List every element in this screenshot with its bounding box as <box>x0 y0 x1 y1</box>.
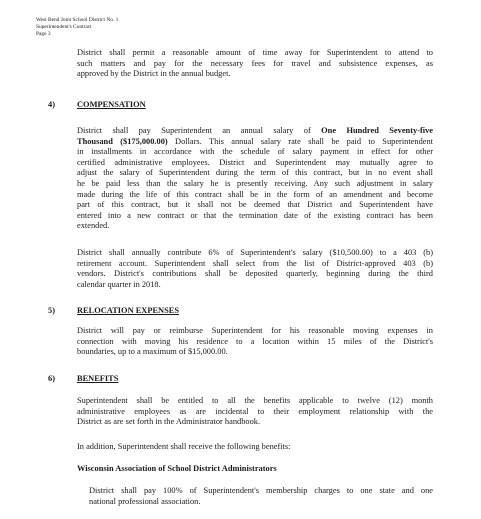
benefits-paragraph-2 <box>77 442 433 453</box>
wasda-heading: Wisconsin Association of School District Administrators <box>77 464 277 473</box>
text-line: national professional association. <box>89 496 201 506</box>
text-line: he be paid less than the salary he is presently receiving. Any such adjustment in salary <box>77 178 433 188</box>
text-line: Superintendent shall be entitled to all the benefits applicable to twelve (12) month <box>77 396 433 405</box>
section-number-6: 6) <box>48 374 55 383</box>
text-line: administrative employees as are incidental to their employment relationship with the <box>77 406 433 416</box>
section-title-relocation: RELOCATION EXPENSES <box>77 306 179 315</box>
text-line: boundaries, up to a maximum of $15,000.00. <box>77 347 228 357</box>
text-line: District shall annually contribute 6% of Superintendent's salary ($10,500.00) to a 403 (b) <box>77 248 433 257</box>
text-line: adjust the salary of Superintendent during the term of this contract, but in no event shall <box>77 168 433 178</box>
text-line: extended. <box>77 221 110 231</box>
compensation-paragraph-2 <box>77 248 433 290</box>
salary-intro-text: District shall pay Superintendent an annual salary of <box>77 126 322 135</box>
section-title-compensation: COMPENSATION <box>77 100 146 109</box>
salary-amount-figure: Thousand ($175,000.00) <box>77 136 168 146</box>
text-line <box>77 137 433 148</box>
header-contract: Superintendent's Contract <box>36 24 92 30</box>
salary-text: Dollars. This annual salary rate shall be paid to Superintendent <box>167 136 433 146</box>
text-line: approved by the District in the annual budget. <box>77 69 231 79</box>
text-line: District as are set forth in the Administrator handbook. <box>77 417 261 427</box>
benefits-paragraph-1 <box>77 396 433 428</box>
text-line: vendors. District's contributions shall be deposited quarterly, beginning during the third <box>77 269 433 279</box>
document-header <box>36 17 118 38</box>
text-line: calendar quarter in 2018. <box>77 279 161 289</box>
intro-paragraph <box>77 48 433 80</box>
text-line: part of this contract, but it shall not be deemed that District and Superintendent have <box>77 200 433 210</box>
text-line: In addition, Superintendent shall receive the following benefits: <box>77 442 291 451</box>
relocation-paragraph <box>77 326 433 358</box>
text-line: retirement account. Superintendent shall select from the list of District-approved 403 (b) <box>77 258 433 268</box>
section-number-4: 4) <box>48 100 55 109</box>
text-line: in installments in accordance with the schedule of salary payment in effect for other <box>77 147 433 157</box>
text-line: connection with moving his residence to a location within 15 miles of the District's <box>77 336 433 346</box>
text-line: made during the life of this contract shall be in the form of an amendment and become <box>77 189 433 199</box>
wasda-paragraph <box>89 486 433 507</box>
text-line: District will pay or reimburse Superintendent for his reasonable moving expenses in <box>77 326 433 335</box>
text-line: District shall permit a reasonable amount of time away for Superintendent to attend to <box>77 48 433 57</box>
text-line: District shall pay 100% of Superintendent's membership charges to one state and one <box>89 486 433 495</box>
compensation-paragraph-1 <box>77 126 433 232</box>
text-line <box>77 126 433 137</box>
text-line: entered into a new contract or that the termination date of the existing contract has been <box>77 210 433 220</box>
salary-amount-words: One Hundred Seventy-five <box>321 126 434 135</box>
section-number-5: 5) <box>48 306 55 315</box>
text-line: certified administrative employees. District and Superintendent may mutually agree to <box>77 157 433 167</box>
header-page: Page 3 <box>36 31 51 37</box>
header-district: West Bend Joint School District No. 1 <box>36 17 119 23</box>
text-line: such matters and pay for the necessary fees for travel and subsistence expenses, as <box>77 58 433 68</box>
section-title-benefits: BENEFITS <box>77 374 119 383</box>
